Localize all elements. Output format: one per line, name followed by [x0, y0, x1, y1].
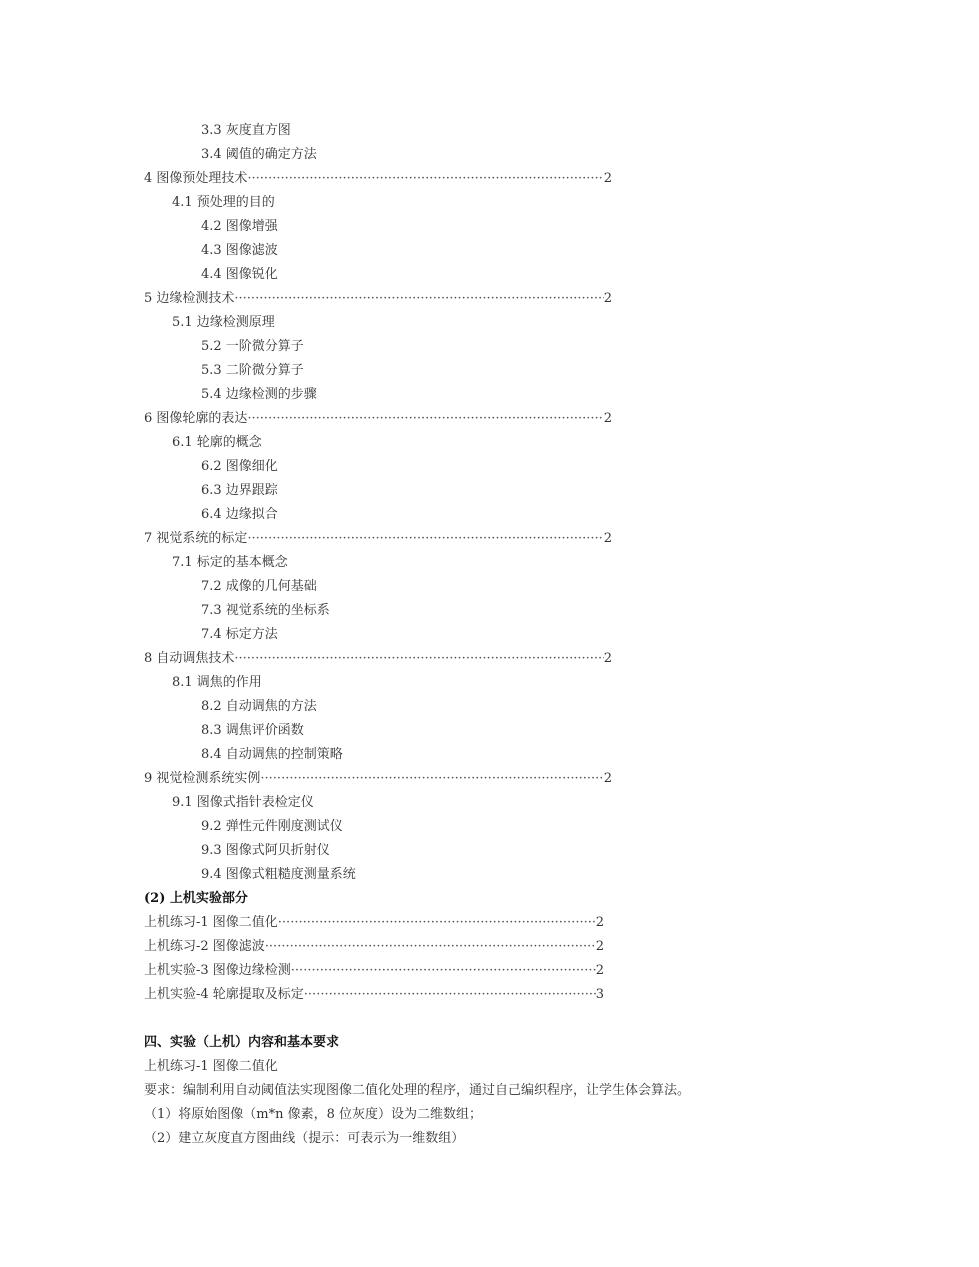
toc-page-number: 2	[595, 963, 604, 978]
toc-page-number: 2	[603, 291, 612, 306]
toc-subentry: 7.2 成像的几何基础	[201, 579, 317, 594]
toc-leader-dots	[265, 935, 596, 959]
section-4-heading: 四、实验（上机）内容和基本要求	[144, 1035, 340, 1050]
toc-leader-dots	[304, 983, 596, 1007]
toc-subentry: 6.1 轮廓的概念	[172, 435, 262, 450]
toc-subentry: 7.4 标定方法	[201, 627, 278, 642]
toc-subentry: 8.1 调焦的作用	[172, 675, 262, 690]
lab-toc-entry	[144, 983, 604, 1007]
toc-page-number: 2	[603, 651, 612, 666]
toc-subentry: 9.4 图像式粗糙度测量系统	[201, 867, 356, 882]
toc-entry-title: 8 自动调焦技术	[144, 651, 235, 666]
toc-entry-title: 9 视觉检测系统实例	[144, 771, 261, 786]
toc-subentry: 5.2 一阶微分算子	[201, 339, 304, 354]
toc-subentry: 8.3 调焦评价函数	[201, 723, 304, 738]
toc-page-number: 2	[603, 171, 612, 186]
toc-subentry: 5.1 边缘检测原理	[172, 315, 275, 330]
toc-subentry: 6.4 边缘拟合	[201, 507, 278, 522]
toc-subentry: 6.2 图像细化	[201, 459, 278, 474]
toc-entry-title: 7 视觉系统的标定	[144, 531, 248, 546]
toc-page-number: 2	[603, 531, 612, 546]
toc-subentry: 5.3 二阶微分算子	[201, 363, 304, 378]
toc-chapter-entry	[144, 527, 612, 551]
toc-subentry: 8.2 自动调焦的方法	[201, 699, 317, 714]
toc-leader-dots	[247, 407, 603, 431]
toc-subentry: 9.1 图像式指针表检定仪	[172, 795, 314, 810]
lab-toc-entry	[144, 959, 604, 983]
toc-chapter-entry	[144, 767, 612, 791]
toc-subentry: 6.3 边界跟踪	[201, 483, 278, 498]
toc-subentry: 3.3 灰度直方图	[201, 123, 291, 138]
lab-entry-title: 上机练习-2 图像滤波	[144, 939, 265, 954]
toc-subentry: 4.1 预处理的目的	[172, 195, 275, 210]
lab-section-heading: (2) 上机实验部分	[144, 891, 248, 906]
toc-leader-dots	[247, 167, 603, 191]
toc-leader-dots	[234, 287, 603, 311]
lab-entry-title: 上机实验-4 轮廓提取及标定	[144, 987, 304, 1002]
toc-entry-title: 4 图像预处理技术	[144, 171, 248, 186]
toc-subentry: 8.4 自动调焦的控制策略	[201, 747, 343, 762]
toc-subentry: 4.2 图像增强	[201, 219, 278, 234]
toc-subentry: 4.4 图像锐化	[201, 267, 278, 282]
toc-leader-dots	[278, 911, 596, 935]
section-4-requirement: 要求：编制利用自动阈值法实现图像二值化处理的程序，通过自己编织程序，让学生体会算法。	[144, 1083, 691, 1098]
toc-subentry: 3.4 阈值的确定方法	[201, 147, 317, 162]
toc-chapter-entry	[144, 167, 612, 191]
toc-entry-title: 5 边缘检测技术	[144, 291, 235, 306]
toc-page-number: 2	[595, 939, 604, 954]
toc-subentry: 9.2 弹性元件刚度测试仪	[201, 819, 343, 834]
toc-page-number: 2	[603, 411, 612, 426]
toc-page-number: 2	[595, 915, 604, 930]
toc-chapter-entry	[144, 287, 612, 311]
lab-toc-entry	[144, 911, 604, 935]
toc-subentry: 5.4 边缘检测的步骤	[201, 387, 317, 402]
section-4-step-1: （1）将原始图像（m*n 像素，8 位灰度）设为二维数组；	[144, 1107, 483, 1122]
lab-entry-title: 上机实验-3 图像边缘检测	[144, 963, 291, 978]
toc-page-number: 2	[603, 771, 612, 786]
toc-subentry: 7.3 视觉系统的坐标系	[201, 603, 330, 618]
section-4-subtitle: 上机练习-1 图像二值化	[144, 1059, 278, 1074]
toc-page-number: 3	[595, 987, 604, 1002]
section-4-step-2: （2）建立灰度直方图曲线（提示：可表示为一维数组）	[144, 1131, 465, 1146]
toc-subentry: 4.3 图像滤波	[201, 243, 278, 258]
toc-subentry: 9.3 图像式阿贝折射仪	[201, 843, 330, 858]
toc-chapter-entry	[144, 647, 612, 671]
toc-subentry: 7.1 标定的基本概念	[172, 555, 288, 570]
toc-entry-title: 6 图像轮廓的表达	[144, 411, 248, 426]
toc-chapter-entry	[144, 407, 612, 431]
toc-leader-dots	[291, 959, 596, 983]
toc-leader-dots	[234, 647, 603, 671]
toc-leader-dots	[260, 767, 603, 791]
lab-entry-title: 上机练习-1 图像二值化	[144, 915, 278, 930]
lab-toc-entry	[144, 935, 604, 959]
toc-leader-dots	[247, 527, 603, 551]
